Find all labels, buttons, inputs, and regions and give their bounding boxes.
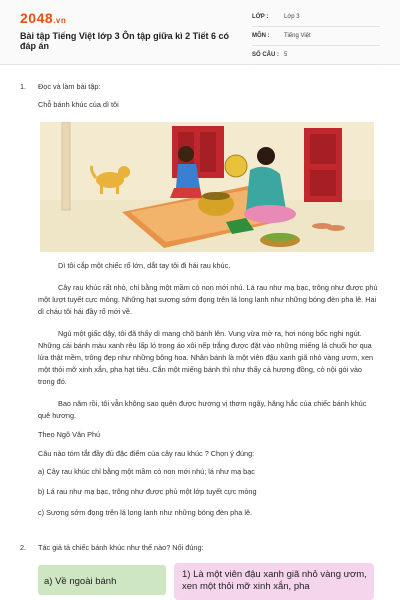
passage-paragraph: Bao năm rồi, tôi vẫn không sao quên được hương vị thơm ngậy, hăng hắc của chiếc bánh khúc quê hương.	[38, 399, 367, 420]
passage-paragraph: Cây rau khúc rất nhỏ, chỉ bằng một mầm cỏ non mới nhú. Lá rau như mạ bạc, trông như được phủ một lượt tuyết cực mỏng. Những hạt sương sớm đọng trên lá long lanh như những bóng đèn pha lê. Hai dì cháu tôi hái đầy rổ mới về.	[38, 283, 378, 316]
answer-option-b[interactable]: b) Lá rau như mạ bạc, trông như được phủ một lớp tuyết cực mỏng	[38, 487, 257, 496]
meta-row-class	[252, 12, 380, 27]
passage-title: Chỗ bánh khúc của dì tôi	[38, 100, 119, 109]
meta-row-count	[252, 50, 380, 65]
answer-option-a[interactable]: a) Cây rau khúc chỉ bằng một mầm cỏ non mới nhú; lá như mạ bạc	[38, 467, 255, 476]
site-logo[interactable]	[20, 10, 66, 26]
question-number: 2.	[20, 543, 27, 552]
question-prompt: Đọc và làm bài tập:	[38, 82, 101, 91]
meta-value: 5	[284, 52, 288, 58]
passage-paragraph: Ngủ một giấc dậy, tôi đã thấy dì mang chõ bánh lên. Vung vừa mở ra, hơi nóng bốc nghi ngút. Những cái bánh màu xanh rêu lấp ló trong áo xôi nếp trắng được đặt vào những miếng lá chuối hơ qua lửa thật mềm, trông đẹp như những bông hoa. Nhân bánh là một viên đậu xanh giã nhỏ vàng ươm, xen một thỏi mỡ xinh xắn, pha hạt tiêu. Cắn một miếng bánh thì như thấy cả hương đồng, cỏ nội gói vào trong đó.	[38, 329, 374, 386]
question-prompt: Tác giả tả chiếc bánh khúc như thế nào? Nối đúng:	[38, 543, 204, 552]
match-option-label: a) Về ngoài bánh	[44, 576, 117, 587]
meta-panel	[252, 12, 380, 69]
logo-text: 2048	[20, 10, 54, 26]
match-option-right-1[interactable]	[174, 563, 374, 600]
meta-value: Tiếng Việt	[284, 33, 311, 39]
meta-key: LỚP :	[252, 14, 269, 20]
passage-source: Theo Ngô Văn Phú	[38, 430, 101, 439]
answer-option-c[interactable]: c) Sương sớm đọng trên lá long lanh như những bóng đèn pha lê.	[38, 508, 253, 517]
passage-paragraph: Dì tôi cắp một chiếc rổ lớn, dắt tay tôi đi hái rau khúc.	[58, 261, 231, 270]
meta-key: MÔN :	[252, 33, 270, 39]
logo-suffix: .vn	[53, 16, 67, 25]
question-text: Câu nào tóm tắt đầy đủ đặc điểm của cây rau khúc ? Chọn ý đúng:	[38, 449, 255, 458]
meta-key: SỐ CÂU :	[252, 52, 279, 58]
match-option-label: 1) Là một viên đậu xanh giã nhỏ vàng ươm, xen một thỏi mỡ xinh xắn, pha	[182, 569, 367, 592]
page-header	[0, 0, 400, 65]
meta-row-subject	[252, 31, 380, 46]
match-option-left-a[interactable]	[38, 565, 166, 595]
meta-value: Lớp 3	[284, 14, 300, 20]
question-number: 1.	[20, 82, 27, 91]
story-illustration	[40, 122, 374, 252]
page-title: Bài tập Tiếng Việt lớp 3 Ôn tập giữa kì 2 Tiết 6 có đáp án	[20, 31, 229, 51]
